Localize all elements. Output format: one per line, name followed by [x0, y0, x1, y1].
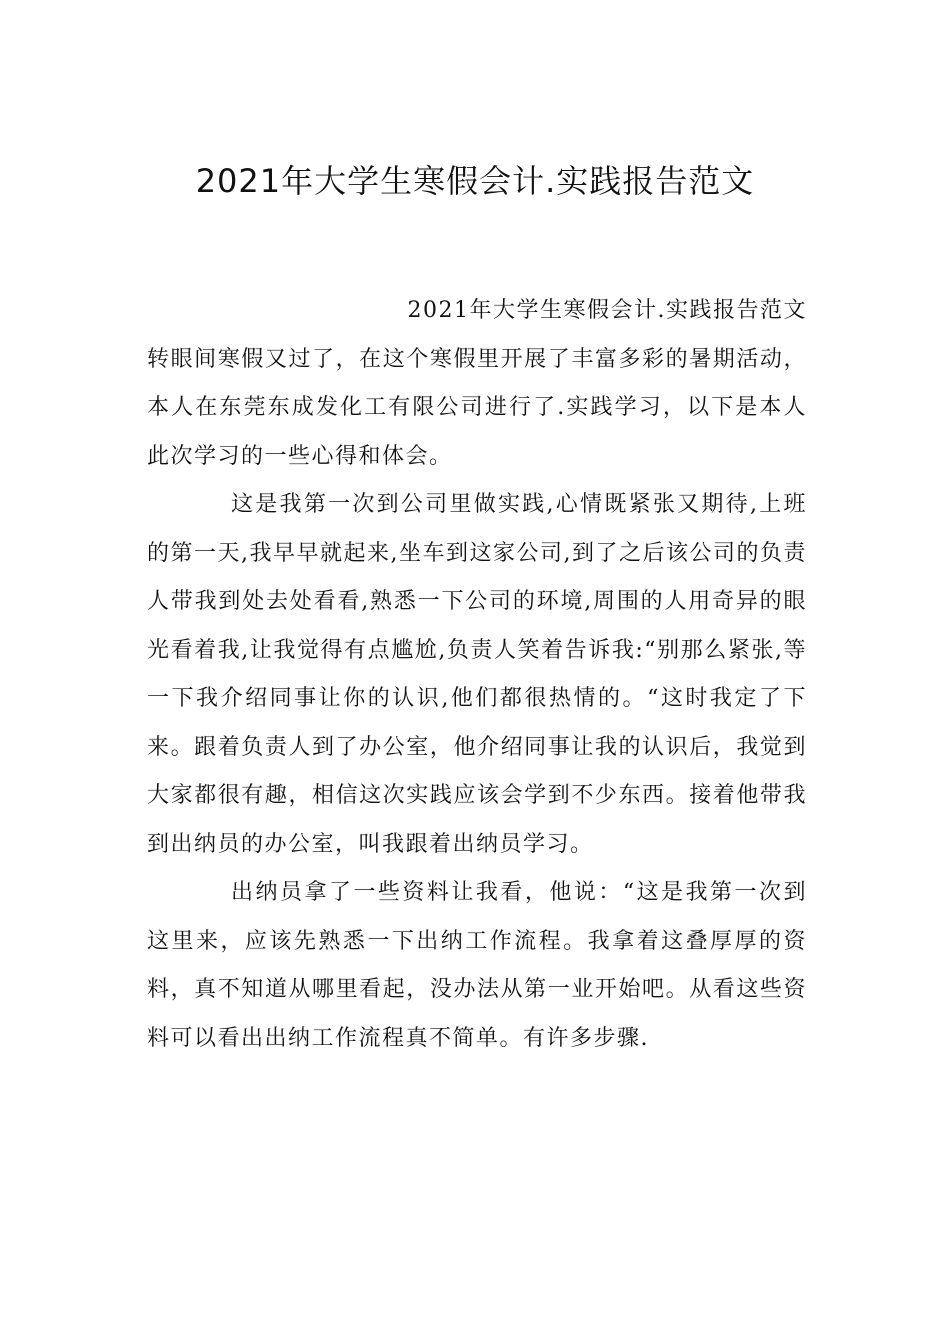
paragraph-3: 出纳员拿了一些资料让我看，他说：“这是我第一次到这里来，应该先熟悉一下出纳工作流程。我拿着这叠厚厚的资料，真不知道从哪里看起，没办法从第一业开始吧。从看这些资料可以看出出纳工作流程真不简单。有许多步骤.	[147, 880, 807, 1051]
paragraph-2: 这是我第一次到公司里做实践,心情既紧张又期待,上班的第一天,我早早就起来,坐车到这家公司,到了之后该公司的负责人带我到处去处看看,熟悉一下公司的环境,周围的人用奇异的眼光看着我,让我觉得有点尴尬,负责人笑着告诉我:“别那么紧张,等一下我介绍同事让你的认识,他们都很热情的。“这时我定了下来。跟着负责人到了办公室，他介绍同事让我的认识后，我觉到大家都很有趣，相信这次实践应该会学到不少东西。接着他带我到出纳员的办公室，叫我跟着出纳员学习。	[147, 492, 807, 857]
document-title: 2021年大学生寒假会计.实践报告范文	[195, 162, 755, 200]
paragraph-1: 转眼间寒假又过了，在这个寒假里开展了丰富多彩的暑期活动，本人在东莞东成发化工有限公司进行了.实践学习，以下是本人此次学习的一些心得和体会。	[147, 346, 807, 469]
document-body	[147, 287, 807, 1063]
body-subtitle: 2021年大学生寒假会计.实践报告范文	[407, 298, 807, 323]
